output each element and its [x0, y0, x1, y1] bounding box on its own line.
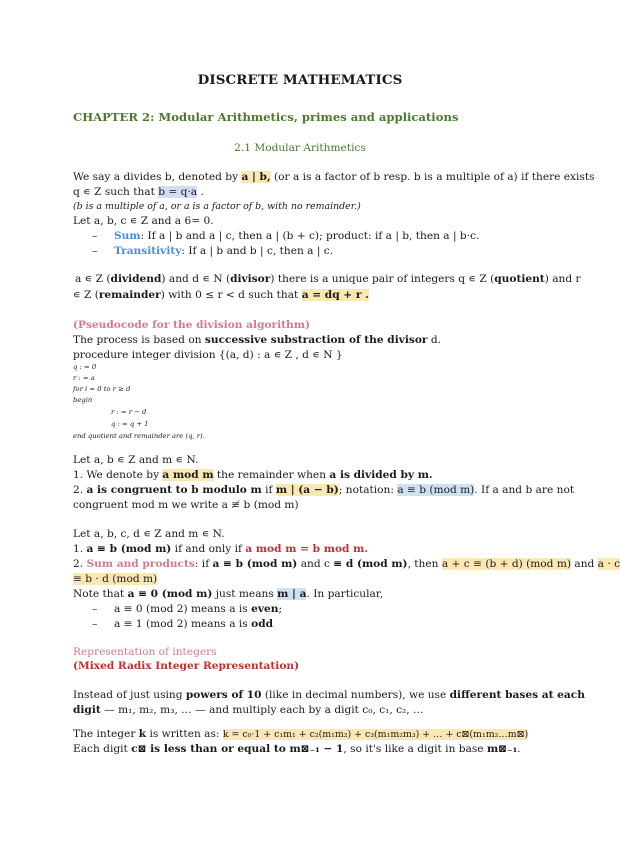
code-line: q : = 0: [73, 363, 97, 371]
divides-notation: a | b,: [241, 171, 271, 183]
bullet-sum: – Sum: If a | b and a | c, then a | (b + c); product: if a | b, then a | b·c.: [92, 230, 480, 242]
pseudocode-procedure: procedure integer division {(a, d) : a ∊ Z , d ∊ N }: [73, 349, 343, 361]
mod-definition: 1. We denote by a mod m the remainder when a is divided by m.: [73, 469, 433, 481]
divides-note: (b is a multiple of a, or a is a factor of b, with no remainder.): [73, 201, 361, 212]
paragraph-divides-line2: q ∊ Z such that b = q·a .: [73, 186, 204, 198]
congruence-property-1: 1. a ≡ b (mod m) if and only if a mod m = b mod m.: [73, 543, 369, 555]
division-theorem-line2: ∊ Z (remainder) with 0 ≤ r < d such that a = dq + r .: [73, 289, 369, 301]
bullet-transitivity: – Transitivity: If a | b and b | c, then a | c.: [92, 245, 334, 257]
paragraph-divides-line1: We say a divides b, denoted by a | b, (or a is a factor of b resp. b is a multiple of a) if there exists: [73, 171, 595, 183]
document-title: DISCRETE MATHEMATICS: [197, 72, 403, 88]
representation-paragraph-line2: digit — m₁, m₂, m₃, … — and multiply each by a digit c₀, c₁, c₂, …: [73, 704, 424, 716]
code-line: r : = a: [73, 374, 95, 382]
transitivity-label: Transitivity: [114, 245, 182, 257]
code-line: q : = q + 1: [111, 420, 149, 428]
congruence-let-statement: Let a, b, c, d ∊ Z and m ∊ N.: [73, 528, 225, 540]
representation-formula-line: The integer k is written as: k = c₀·1 + c₁m₁ + c₂(m₁m₂) + c₃(m₁m₂m₃) + … + c⊠(m₁m₂…m⊠): [73, 728, 529, 740]
code-line: r : = r − d: [111, 408, 147, 416]
code-line: for i = 0 to r ≥ d: [73, 385, 131, 393]
representation-subheading: (Mixed Radix Integer Representation): [73, 660, 300, 672]
bullet-odd: – a ≡ 1 (mod 2) means a is odd: [92, 618, 274, 630]
section-heading: 2.1 Modular Arithmetics: [234, 142, 366, 154]
mod-let-statement: Let a, b ∊ Z and m ∊ N.: [73, 454, 199, 466]
congruence-property-2-cont: ≡ b · d (mod m): [73, 573, 158, 585]
congruence-property-2: 2. Sum and products: if a ≡ b (mod m) and c ≡ d (mod m), then a + c ≡ (b + d) (mod m) and a · c: [73, 558, 620, 570]
digit-constraint-line: Each digit c⊠ is less than or equal to m⊠₋₁ − 1, so it's like a digit in base m⊠₋₁.: [73, 743, 521, 755]
chapter-heading: CHAPTER 2: Modular Arithmetics, primes and applications: [73, 110, 459, 124]
representation-paragraph-line1: Instead of just using powers of 10 (like in decimal numbers), we use different bases at each: [73, 689, 585, 701]
divides-formula: b = q·a: [158, 186, 198, 198]
mixed-radix-formula: k = c₀·1 + c₁m₁ + c₂(m₁m₂) + c₃(m₁m₂m₃) + … + c⊠(m₁m₂…m⊠): [222, 729, 529, 740]
non-congruence-line: congruent mod m we write a ≢ b (mod m): [73, 499, 299, 511]
pseudocode-heading: (Pseudocode for the division algorithm): [73, 319, 310, 331]
code-line: begin: [73, 396, 93, 404]
code-line: end quotient and remainder are (q, r).: [73, 432, 205, 440]
representation-heading: Representation of integers: [73, 646, 217, 658]
divisibility-note: Note that a ≡ 0 (mod m) just means m | a. In particular,: [73, 588, 384, 600]
division-theorem-line1: a ∊ Z (dividend) and d ∊ N (divisor) there is a unique pair of integers q ∊ Z (quotient) and r: [75, 273, 581, 285]
congruence-definition: 2. a is congruent to b modulo m if m | (a − b); notation: a ≡ b (mod m). If a and b are not: [73, 484, 575, 496]
division-formula: a = dq + r .: [301, 289, 369, 301]
let-statement: Let a, b, c ∊ Z and a 6= 0.: [73, 215, 214, 227]
bullet-even: – a ≡ 0 (mod 2) means a is even;: [92, 603, 283, 615]
pseudocode-intro: The process is based on successive substraction of the divisor d.: [73, 334, 442, 346]
sum-label: Sum: [114, 230, 141, 242]
